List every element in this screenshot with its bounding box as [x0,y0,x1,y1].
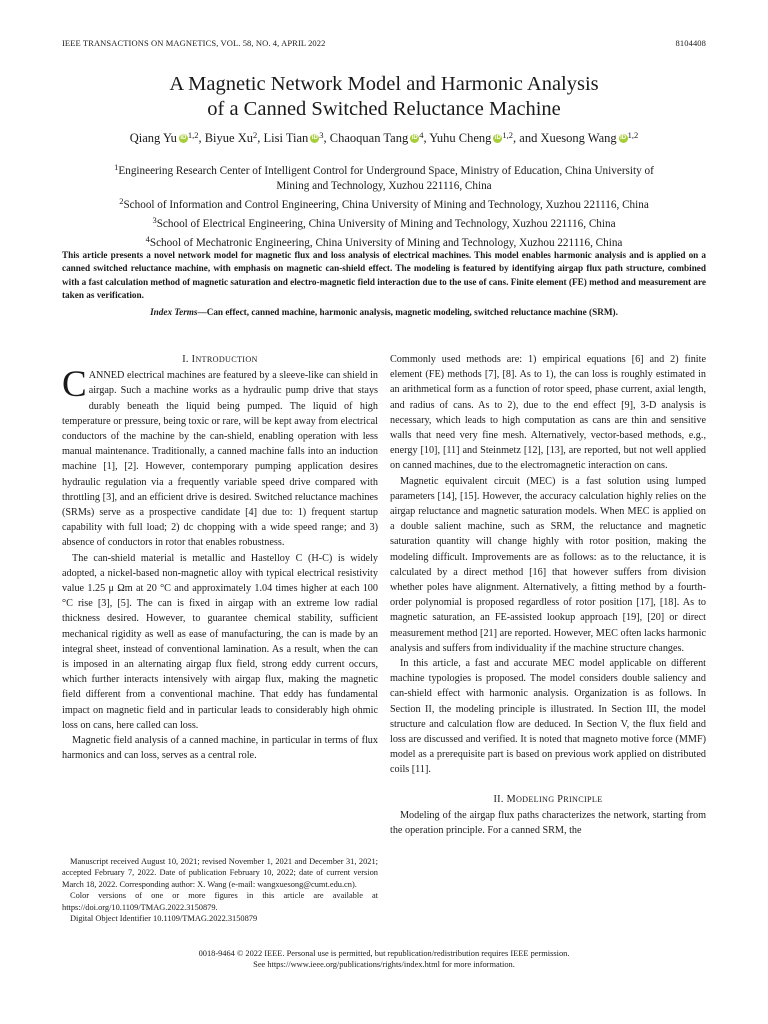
author-list: Qiang Yu iD $^{1,2}$, Biyue Xu$^2$, Lisi Tian iD $^3$, Chaoquan Tang iD $^4$, Yuhu Cheng iD $^{1,2}$, and Xuesong Wang iD $^{1,2}$ [129,130,639,145]
abstract: This article presents a novel network model for magnetic flux and loss analysis of electrical machines. This model enables harmonic analysis and is applied on a canned switched reluctance machine, with emphasis on magnetic can-shield effect. The modeling is featured by identifying airgap flux path structure, combined with a fast calculation method of magnetic saturation and electro-magnetic field interaction due to the use of cans. Finite element (FE) method and measurement are taken as verification. [62,250,706,301]
section-number: I. [182,354,189,365]
footnote-doi: Digital Object Identifier 10.1109/TMAG.2022.3150879 [70,914,258,924]
affiliation-text: School of Mechatronic Engineering, China University of Mining and Technology, Xuzhou 221116, China [149,237,623,249]
section-initial: P [557,793,564,805]
drop-cap: C [62,364,87,406]
orcid-icon[interactable]: iD [311,135,318,141]
section-number: II. [493,793,504,805]
affiliation-number: 3 [152,215,157,225]
section-initial: I [191,354,196,365]
intro-paragraph-1 [62,364,378,550]
author-affiliation-marker: 4 [419,130,424,140]
affiliation-3 [62,213,706,232]
orcid-icon[interactable]: iD [180,135,187,141]
author-name: Chaoquan Tang [329,131,409,145]
section-title-rest: RINCIPLE [563,794,603,804]
author-affiliation-marker: 1,2 [502,130,514,140]
author-name: Yuhu Cheng [429,131,492,145]
footnote-manuscript: Manuscript received August 10, 2021; revised November 1, 2021 and December 31, 2021; accepted February 7, 2022. Date of publication February 10, 2022; date of current version March 18, 2022. Corresponding author: X. Wang (e-mail: wangxuesong@cumt.edu.cn). [62,857,378,889]
section-heading-introduction [62,352,378,367]
affiliation-2 [62,194,706,213]
affiliation-1 [62,160,706,179]
right-paragraph-3: In this article, a fast and accurate MEC model applicable on different machine typologies is proposed. The model considers double saliency and can-shield effect with harmonic analysis. Organization is as follows. In Section II, the modeling principle is illustrated. In Section III, the model structure and calculation flow are deduced. In Section V, the flux field and loss are discussed and verified. It is noted that magneto motive force (MMF) model as a prerequisite part is based on previous work applied on distributed coils [11]. [390,658,706,776]
affiliation-number: 2 [119,196,124,206]
left-column [62,352,378,763]
article-number: 8104408 [675,38,706,48]
author-affiliation-marker: 1,2 [187,130,199,140]
index-terms-text: Can effect, canned machine, harmonic analysis, magnetic modeling, switched reluctance machine (SRM). [206,307,618,317]
paper-title [40,72,728,122]
index-terms-dash: — [197,307,207,317]
section-title-rest: NTRODUCTION [195,355,258,364]
affiliation-1-cont: Mining and Technology, Xuzhou 221116, China [276,180,492,192]
title-line-1: A Magnetic Network Model and Harmonic Analysis [169,73,599,95]
footnote-color: Color versions of one or more figures in this article are available at https://doi.org/10.1109/TMAG.2022.3150879. [62,891,378,912]
right-paragraph-4: Modeling of the airgap flux paths characterizes the network, starting from the operation principle. For a canned SRM, the [390,809,706,837]
section-title-rest: ODELING [515,794,555,804]
title-line-2: of a Canned Switched Reluctance Machine [207,98,561,120]
affiliations [62,160,706,251]
paragraph-text: ANNED electrical machines are featured by a sleeve-like can shield in airgap. Such a machine works as a hydraulic pump drive that stays durably beneath the liquid being pumped. The liquid of high temperature or pressure, being toxic or rare, will be kept away from electrical conductors of the machine by the can-shield, enabling operation with less manual maintenance. Traditionally, a canned machine falls into an induction machine [1], [2]. However, contemporary pumping application desires hydraulic regulation via a frequently variable speed drive compared with throttling [3], and an efficient drive is desired. Switched reluctance machines (SRMs) serve as a prospective candidate [4] due to: 1) frequent startup capability with full load; 2) dc chopping with a wide speed range; and 3) absence of conductors in rotor that enables robustness. [62,370,378,549]
author-name: Qiang Yu [129,131,177,145]
intro-paragraph-2: The can-shield material is metallic and Hastelloy C (H-C) is widely adopted, a nickel-based non-magnetic alloy with typical electrical resistivity value 1.25 μ Ωm at 20 °C and approximately 1.04 times higher at each 100 °C rise [3], [5]. The can is fixed in airgap with an extreme low radial thickness desired. However, to guarantee chemical stability, sufficient mechanical rigidity as well as ease of manufacturing, the can is made by an integral sheet, instead of conventional lamination. As a result, when the can is imposed in an alternating airgap flux field, strong eddy current occurs, which further interacts intensively with airgap flux, making the magnetic field different from a conventional machine. That eddy has fundamental impact on magnetic field and in particular leads to considerably high ohmic loss on cans, here called can loss. [62,552,378,731]
affiliation-text: School of Electrical Engineering, China University of Mining and Technology, Xuzhou 221116, China [156,218,616,230]
affiliation-number: 1 [114,162,119,172]
copyright-notice [62,948,706,970]
author-name: Lisi Tian [263,131,309,145]
index-terms-label: Index Terms [150,307,198,317]
author-name: and Xuesong Wang [519,131,617,145]
orcid-icon[interactable]: iD [494,135,501,141]
footnotes [62,856,378,924]
right-column [390,352,706,838]
author-affiliation-marker: 3 [319,130,324,140]
copyright-line-2: See https://www.ieee.org/publications/rights/index.html for more information. [253,960,515,969]
affiliation-text: School of Information and Control Engineering, China University of Mining and Technology, Xuzhou 221116, China [123,199,649,211]
right-paragraph-2: Magnetic equivalent circuit (MEC) is a fast solution using lumped parameters [14], [15]. However, the accuracy calculation highly relies on the airgap reluctance and magnetic saturation models. When MEC is applied on a double salient machine, such as SRM, the reluctance and magnetic saturation quantity will change highly with rotor position, making the modeling difficult. Improvements are as follows: as to the reluctance, it is calculated by a direct method [16] that however suffers from division whether poles have alignment. Alternatively, a fitting method by a fourth-order polynomial is proposed regardless of rotor position [17], [18]. As to magnetic saturation, an FE-assisted lookup approach [19], [20] or direct measurement method [21] are reported. However, MEC often lacks harmonic analysis and suffers from individuality if the machine structure changes. [390,475,706,654]
copyright-line-1: 0018-9464 © 2022 IEEE. Personal use is permitted, but republication/redistribution requires IEEE permission. [198,949,570,958]
section-initial: M [506,793,516,805]
author-affiliation-marker: 2 [252,130,258,140]
running-head [62,38,706,48]
section-heading-modeling-principle [390,792,706,807]
author-name: Biyue Xu [204,131,253,145]
author-affiliation-marker: 1,2 [627,130,639,140]
journal-name: IEEE TRANSACTIONS ON MAGNETICS, VOL. 58, NO. 4, APRIL 2022 [62,38,326,48]
orcid-icon[interactable]: iD [620,135,627,141]
affiliation-text: Engineering Research Center of Intelligent Control for Underground Space, Ministry of Education, China University of [118,165,654,177]
affiliation-number: 4 [145,234,150,244]
right-paragraph-1: Commonly used methods are: 1) empirical equations [6] and 2) finite element (FE) methods [7], [8]. As to 1), the can loss is roughly estimated in an arithmetical form as a function of rotor speed, phase current, axial length, and radius of cans. As to 2), due to the end effect [9], 3-D analysis is necessary, which leads to high computation as cans are thin and sensitive walls that need very fine mesh. Alternatively, vector-based methods, e.g., energy [10], [11] and Steinmetz [12], [13], are reported, but not well applied on canned machines, due to the electromagnetic interaction on cans. [390,354,706,472]
intro-paragraph-3: Magnetic field analysis of a canned machine, in particular in terms of flux harmonics and can loss, serves as a central role. [62,735,378,762]
orcid-icon[interactable]: iD [411,135,418,141]
index-terms [62,307,706,317]
